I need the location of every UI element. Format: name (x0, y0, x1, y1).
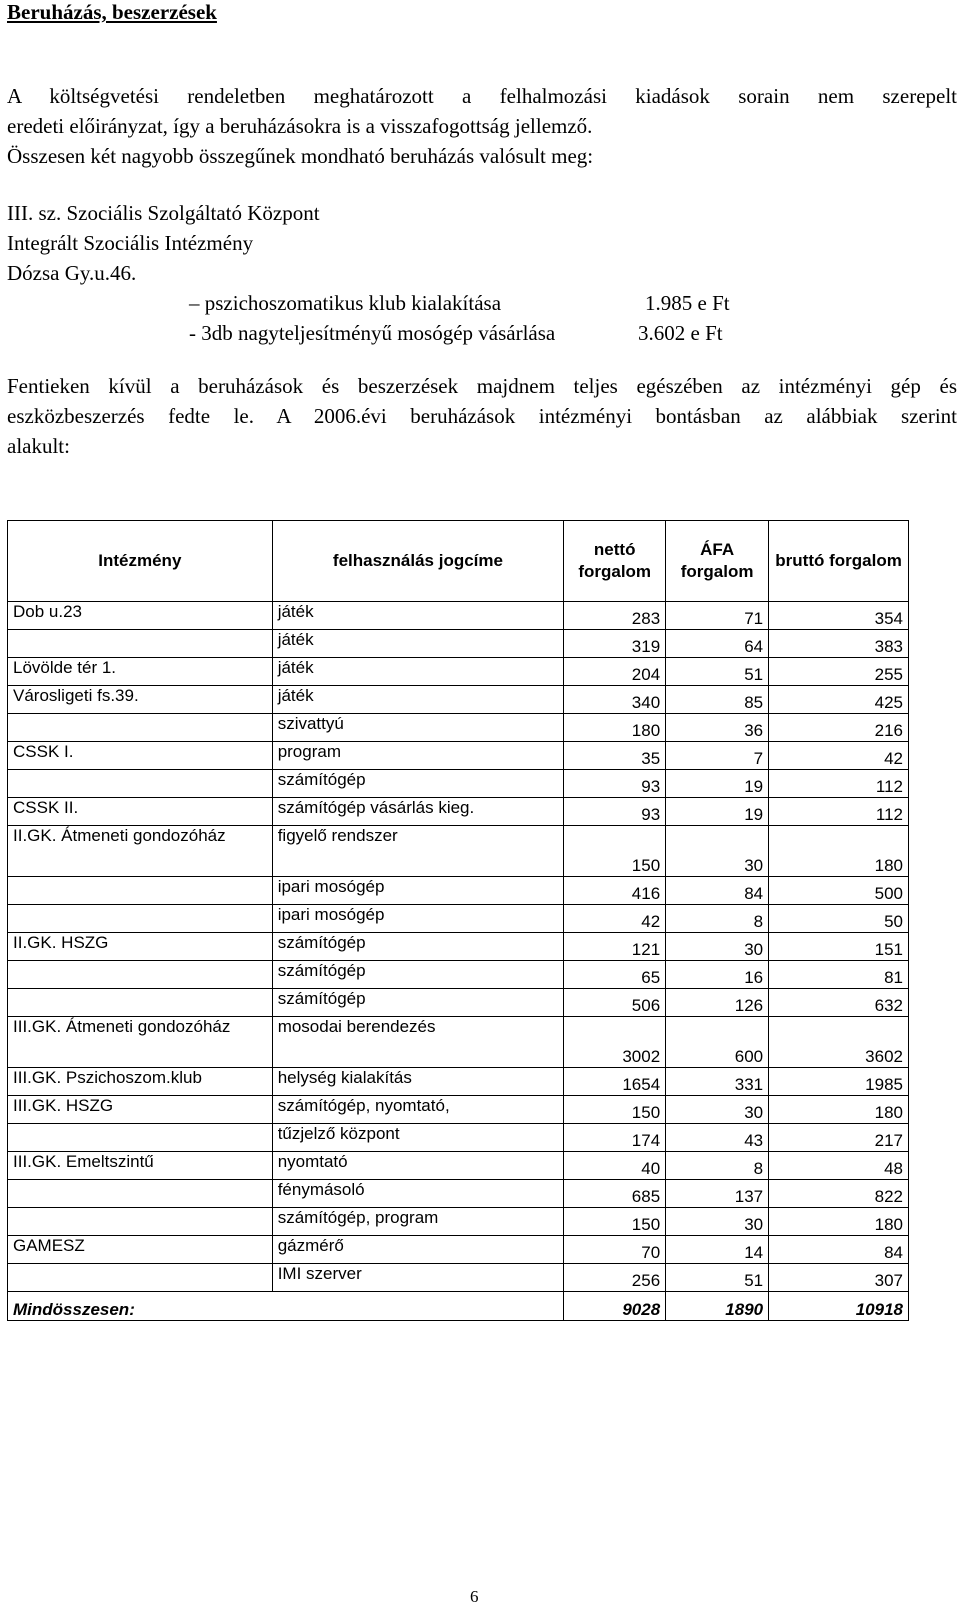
vat-cell: 84 (666, 877, 769, 905)
gross-cell: 822 (769, 1180, 909, 1208)
institution-cell: III.GK. Emeltszintű (8, 1152, 273, 1180)
vat-cell: 85 (666, 686, 769, 714)
total-row (8, 1292, 909, 1321)
net-cell: 121 (564, 933, 666, 961)
table-row (8, 630, 909, 658)
detail-line: Fentieken kívül a beruházások és beszerzések majdnem teljes egészében az intézményi gép és (7, 374, 957, 398)
vat-cell: 30 (666, 1208, 769, 1236)
detail-line: eszközbeszerzés fedte le. A 2006.évi beruházások intézményi bontásban az alábbiak szerint (7, 404, 957, 428)
table-row (8, 658, 909, 686)
gross-cell: 81 (769, 961, 909, 989)
vat-cell: 43 (666, 1124, 769, 1152)
vat-cell: 19 (666, 770, 769, 798)
institution-cell: Lövölde tér 1. (8, 658, 273, 686)
usage-cell: IMI szerver (272, 1264, 564, 1292)
institution-address: Dózsa Gy.u.46. (7, 261, 137, 285)
table-row (8, 1096, 909, 1124)
usage-cell: játék (272, 658, 564, 686)
institution-cell (8, 961, 273, 989)
usage-cell: program (272, 742, 564, 770)
usage-cell: ipari mosógép (272, 877, 564, 905)
institution-cell (8, 714, 273, 742)
gross-cell: 42 (769, 742, 909, 770)
institution-cell (8, 770, 273, 798)
institution-cell (8, 1124, 273, 1152)
table-row (8, 877, 909, 905)
table-row (8, 1236, 909, 1264)
usage-cell: játék (272, 630, 564, 658)
institution-subname: Integrált Szociális Intézmény (7, 231, 254, 255)
summary-line: Összesen két nagyobb összegűnek mondható beruházás valósult meg: (7, 144, 594, 168)
detail-line: alakult: (7, 434, 70, 458)
vat-cell: 8 (666, 905, 769, 933)
usage-cell: tűzjelző központ (272, 1124, 564, 1152)
table-row (8, 798, 909, 826)
institution-cell (8, 630, 273, 658)
usage-cell: mosodai berendezés (272, 1017, 564, 1068)
net-cell: 3002 (564, 1017, 666, 1068)
gross-cell: 180 (769, 1096, 909, 1124)
usage-cell: figyelő rendszer (272, 826, 564, 877)
table-row (8, 1208, 909, 1236)
net-cell: 150 (564, 1208, 666, 1236)
detail-paragraph (7, 371, 957, 461)
institution-cell: III.GK. HSZG (8, 1096, 273, 1124)
institution-cell: GAMESZ (8, 1236, 273, 1264)
usage-cell: számítógép (272, 961, 564, 989)
gross-cell: 112 (769, 770, 909, 798)
table-row (8, 686, 909, 714)
usage-cell: szivattyú (272, 714, 564, 742)
institution-cell (8, 1264, 273, 1292)
net-cell: 150 (564, 826, 666, 877)
institution-cell: III.GK. Pszichoszom.klub (8, 1068, 273, 1096)
net-cell: 70 (564, 1236, 666, 1264)
usage-cell: nyomtató (272, 1152, 564, 1180)
header-gross: bruttó forgalom (769, 521, 909, 602)
vat-cell: 30 (666, 1096, 769, 1124)
usage-cell: számítógép (272, 770, 564, 798)
gross-cell: 50 (769, 905, 909, 933)
gross-cell: 500 (769, 877, 909, 905)
net-cell: 416 (564, 877, 666, 905)
usage-cell: számítógép (272, 989, 564, 1017)
total-vat: 1890 (666, 1292, 769, 1321)
investment-item-amount: 3.602 e Ft (638, 321, 723, 345)
table-row (8, 1152, 909, 1180)
institution-cell (8, 877, 273, 905)
vat-cell: 30 (666, 933, 769, 961)
net-cell: 319 (564, 630, 666, 658)
usage-cell: számítógép, program (272, 1208, 564, 1236)
gross-cell: 217 (769, 1124, 909, 1152)
header-vat: ÁFA forgalom (666, 521, 769, 602)
institution-name: III. sz. Szociális Szolgáltató Központ (7, 201, 320, 225)
vat-cell: 71 (666, 602, 769, 630)
institution-cell (8, 989, 273, 1017)
vat-cell: 331 (666, 1068, 769, 1096)
vat-cell: 126 (666, 989, 769, 1017)
net-cell: 42 (564, 905, 666, 933)
institution-cell: II.GK. Átmeneti gondozóház (8, 826, 273, 877)
gross-cell: 180 (769, 826, 909, 877)
institution-cell (8, 1208, 273, 1236)
section-title: Beruházás, beszerzések (7, 0, 217, 24)
gross-cell: 1985 (769, 1068, 909, 1096)
net-cell: 506 (564, 989, 666, 1017)
table-row (8, 1017, 909, 1068)
gross-cell: 383 (769, 630, 909, 658)
table-row (8, 1068, 909, 1096)
vat-cell: 51 (666, 1264, 769, 1292)
intro-paragraph (7, 81, 957, 171)
institution-cell: CSSK II. (8, 798, 273, 826)
investment-table (7, 520, 909, 1321)
total-gross: 10918 (769, 1292, 909, 1321)
usage-cell: játék (272, 602, 564, 630)
vat-cell: 30 (666, 826, 769, 877)
institution-cell: CSSK I. (8, 742, 273, 770)
usage-cell: gázmérő (272, 1236, 564, 1264)
investment-item-label: - 3db nagyteljesítményű mosógép vásárlása (189, 321, 556, 345)
gross-cell: 425 (769, 686, 909, 714)
investment-item-amount: 1.985 e Ft (645, 291, 730, 315)
total-net: 9028 (564, 1292, 666, 1321)
table-row (8, 826, 909, 877)
net-cell: 174 (564, 1124, 666, 1152)
table-row (8, 602, 909, 630)
vat-cell: 14 (666, 1236, 769, 1264)
vat-cell: 16 (666, 961, 769, 989)
table-row (8, 1180, 909, 1208)
net-cell: 685 (564, 1180, 666, 1208)
table-row (8, 714, 909, 742)
net-cell: 340 (564, 686, 666, 714)
gross-cell: 84 (769, 1236, 909, 1264)
header-usage: felhasználás jogcíme (272, 521, 564, 602)
table-row (8, 961, 909, 989)
net-cell: 150 (564, 1096, 666, 1124)
net-cell: 93 (564, 798, 666, 826)
institution-cell (8, 1180, 273, 1208)
vat-cell: 137 (666, 1180, 769, 1208)
intro-line: A költségvetési rendeletben meghatározott a felhalmozási kiadások sorain nem szerepelt (7, 84, 957, 108)
net-cell: 256 (564, 1264, 666, 1292)
table-header-row (8, 521, 909, 602)
total-label: Mindösszesen: (8, 1292, 564, 1321)
vat-cell: 8 (666, 1152, 769, 1180)
net-cell: 180 (564, 714, 666, 742)
institution-cell: Dob u.23 (8, 602, 273, 630)
institution-cell: III.GK. Átmeneti gondozóház (8, 1017, 273, 1068)
intro-line: eredeti előirányzat, így a beruházásokra is a visszafogottság jellemző. (7, 114, 593, 138)
usage-cell: számítógép vásárlás kieg. (272, 798, 564, 826)
gross-cell: 632 (769, 989, 909, 1017)
net-cell: 93 (564, 770, 666, 798)
vat-cell: 7 (666, 742, 769, 770)
gross-cell: 307 (769, 1264, 909, 1292)
table-row (8, 1124, 909, 1152)
header-net: nettó forgalom (564, 521, 666, 602)
vat-cell: 36 (666, 714, 769, 742)
gross-cell: 354 (769, 602, 909, 630)
usage-cell: fénymásoló (272, 1180, 564, 1208)
gross-cell: 112 (769, 798, 909, 826)
net-cell: 35 (564, 742, 666, 770)
institution-cell (8, 905, 273, 933)
gross-cell: 216 (769, 714, 909, 742)
vat-cell: 600 (666, 1017, 769, 1068)
institution-cell: Városligeti fs.39. (8, 686, 273, 714)
page-number: 6 (470, 1587, 479, 1606)
header-institution: Intézmény (8, 521, 273, 602)
gross-cell: 255 (769, 658, 909, 686)
usage-cell: helység kialakítás (272, 1068, 564, 1096)
usage-cell: számítógép, nyomtató, (272, 1096, 564, 1124)
net-cell: 65 (564, 961, 666, 989)
table-row (8, 770, 909, 798)
investment-item-label: – pszichoszomatikus klub kialakítása (189, 291, 502, 315)
net-cell: 204 (564, 658, 666, 686)
vat-cell: 64 (666, 630, 769, 658)
table-row (8, 742, 909, 770)
table-row (8, 1264, 909, 1292)
gross-cell: 48 (769, 1152, 909, 1180)
usage-cell: ipari mosógép (272, 905, 564, 933)
table-row (8, 905, 909, 933)
gross-cell: 3602 (769, 1017, 909, 1068)
vat-cell: 19 (666, 798, 769, 826)
net-cell: 40 (564, 1152, 666, 1180)
institution-cell: II.GK. HSZG (8, 933, 273, 961)
table-row (8, 989, 909, 1017)
table-row (8, 933, 909, 961)
gross-cell: 151 (769, 933, 909, 961)
usage-cell: játék (272, 686, 564, 714)
net-cell: 283 (564, 602, 666, 630)
vat-cell: 51 (666, 658, 769, 686)
gross-cell: 180 (769, 1208, 909, 1236)
net-cell: 1654 (564, 1068, 666, 1096)
usage-cell: számítógép (272, 933, 564, 961)
